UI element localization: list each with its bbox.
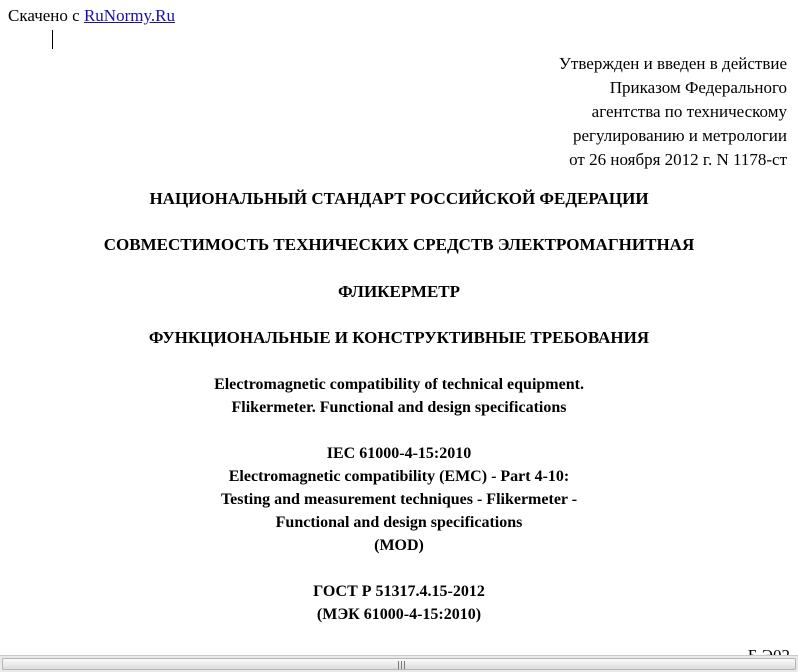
text-cursor bbox=[52, 30, 53, 49]
iec-block bbox=[0, 442, 798, 557]
gost-line: (МЭК 61000-4-15:2010) bbox=[316, 606, 482, 623]
gost-line: ГОСТ Р 51317.4.15-2012 bbox=[313, 583, 485, 600]
runormy-link[interactable]: RuNormy.Ru bbox=[83, 6, 175, 25]
horizontal-scrollbar[interactable] bbox=[0, 655, 798, 672]
iec-line: Functional and design specifications bbox=[275, 514, 523, 531]
approval-block bbox=[559, 52, 787, 172]
heading-requirements: ФУНКЦИОНАЛЬНЫЕ И КОНСТРУКТИВНЫЕ ТРЕБОВАНИЯ bbox=[148, 328, 650, 347]
approval-line: агентства по техническому bbox=[591, 102, 787, 121]
gost-block bbox=[0, 580, 798, 626]
english-title-line: Electromagnetic compatibility of technical equipment. bbox=[214, 376, 584, 393]
english-title bbox=[0, 373, 798, 419]
approval-line: Приказом Федерального bbox=[609, 78, 787, 97]
iec-line: Testing and measurement techniques - Flikermeter - bbox=[220, 491, 578, 508]
approval-line: от 26 ноября 2012 г. N 1178-ст bbox=[569, 150, 787, 169]
grip-icon bbox=[397, 661, 407, 669]
scrollbar-thumb[interactable] bbox=[2, 658, 796, 670]
english-title-line: Flikermeter. Functional and design specifications bbox=[231, 399, 567, 416]
heading-compatibility: СОВМЕСТИМОСТЬ ТЕХНИЧЕСКИХ СРЕДСТВ ЭЛЕКТРОМАГНИТНАЯ bbox=[103, 235, 695, 254]
iec-line: IEC 61000-4-15:2010 bbox=[326, 445, 472, 462]
approval-line: Утвержден и введен в действие bbox=[558, 54, 787, 73]
source-line bbox=[8, 6, 175, 26]
heading-flickermeter: ФЛИКЕРМЕТР bbox=[337, 282, 461, 301]
iec-line: Electromagnetic compatibility (EMC) - Part 4-10: bbox=[228, 468, 570, 485]
source-prefix: Скачено с bbox=[8, 6, 80, 25]
heading-national-standard: НАЦИОНАЛЬНЫЙ СТАНДАРТ РОССИЙСКОЙ ФЕДЕРАЦИИ bbox=[149, 189, 649, 208]
approval-line: регулированию и метрологии bbox=[572, 126, 787, 145]
iec-line: (MOD) bbox=[374, 537, 424, 554]
